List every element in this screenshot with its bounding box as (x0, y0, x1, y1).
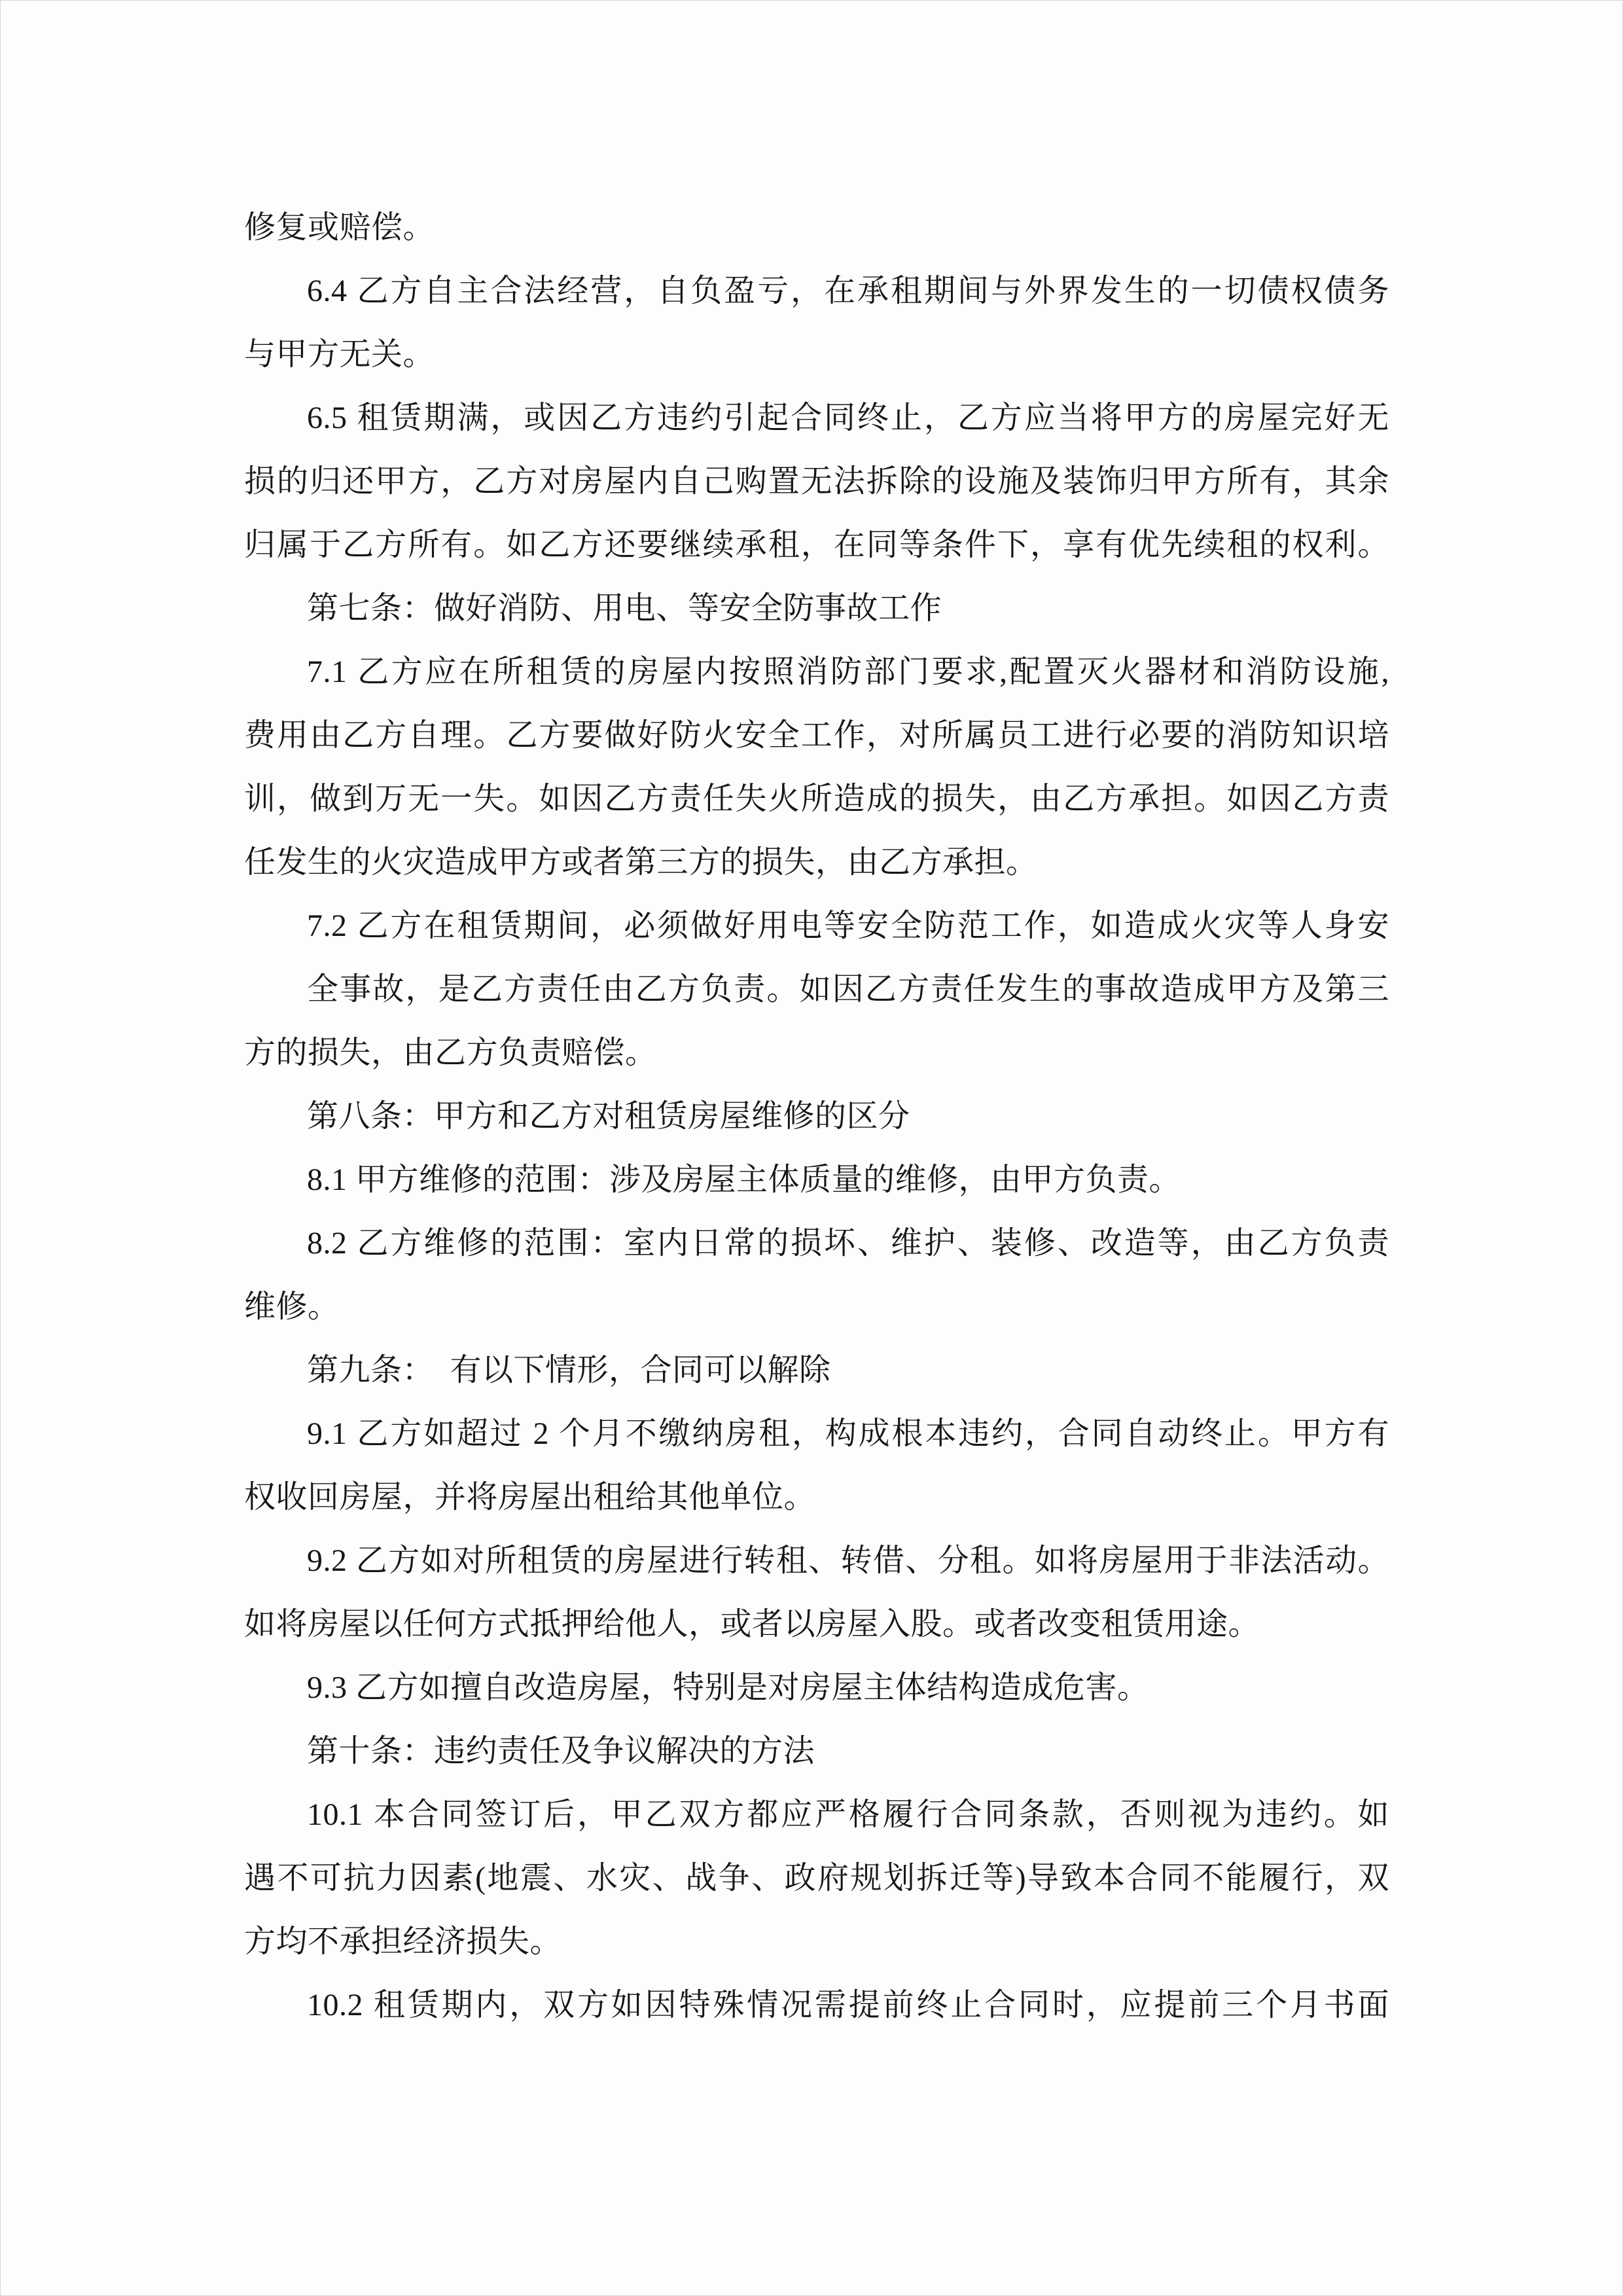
text-line: 费用由乙方自理。乙方要做好防火安全工作，对所属员工进行必要的消防知识培 (244, 718, 1389, 753)
text-line: 9.1 乙方如超过 2 个月不缴纳房租，构成根本违约，合同自动终止。甲方有 (307, 1416, 1389, 1451)
text-line: 维修。 (244, 1289, 340, 1324)
text-line: 如将房屋以任何方式抵押给他人，或者以房屋入股。或者改变租赁用途。 (244, 1607, 1260, 1641)
text-line: 7.2 乙方在租赁期间，必须做好用电等安全防范工作，如造成火灾等人身安 (307, 908, 1389, 943)
text-line: 8.1 甲方维修的范围：涉及房屋主体质量的维修，由甲方负责。 (307, 1162, 1181, 1197)
text-line: 第八条：甲方和乙方对租赁房屋维修的区分 (307, 1099, 910, 1134)
text-line: 9.3 乙方如擅自改造房屋，特别是对房屋主体结构造成危害。 (307, 1670, 1149, 1705)
text-line: 修复或赔偿。 (244, 210, 435, 245)
text-line: 10.2 租赁期内，双方如因特殊情况需提前终止合同时，应提前三个月书面 (307, 1988, 1389, 2022)
text-line: 损的归还甲方，乙方对房屋内自己购置无法拆除的设施及装饰归甲方所有，其余 (244, 464, 1389, 499)
text-line: 训，做到万无一失。如因乙方责任失火所造成的损失，由乙方承担。如因乙方责 (244, 781, 1389, 816)
text-line: 遇不可抗力因素(地震、水灾、战争、政府规划拆迁等)导致本合同不能履行，双 (244, 1861, 1389, 1895)
text-line: 6.4 乙方自主合法经营，自负盈亏，在承租期间与外界发生的一切债权债务 (307, 274, 1389, 308)
text-line: 与甲方无关。 (244, 337, 435, 372)
text-line: 9.2 乙方如对所租赁的房屋进行转租、转借、分租。如将房屋用于非法活动。 (307, 1543, 1389, 1578)
text-line: 第九条： 有以下情形，合同可以解除 (307, 1353, 831, 1388)
text-line: 7.1 乙方应在所租赁的房屋内按照消防部门要求,配置灭火器材和消防设施, (307, 655, 1389, 689)
text-line: 6.5 租赁期满，或因乙方违约引起合同终止，乙方应当将甲方的房屋完好无 (307, 401, 1389, 435)
text-line: 全事故，是乙方责任由乙方负责。如因乙方责任发生的事故造成甲方及第三 (307, 972, 1389, 1007)
text-line: 方的损失，由乙方负责赔偿。 (244, 1035, 657, 1070)
text-line: 8.2 乙方维修的范围：室内日常的损坏、维护、装修、改造等，由乙方负责 (307, 1226, 1389, 1261)
text-line: 第七条：做好消防、用电、等安全防事故工作 (307, 591, 942, 626)
text-line: 归属于乙方所有。如乙方还要继续承租，在同等条件下，享有优先续租的权利。 (244, 528, 1389, 562)
document-body (244, 196, 1389, 2037)
text-line: 10.1 本合同签订后，甲乙双方都应严格履行合同条款，否则视为违约。如 (307, 1797, 1389, 1832)
text-line: 第十条：违约责任及争议解决的方法 (307, 1734, 815, 1768)
text-line: 权收回房屋，并将房屋出租给其他单位。 (244, 1480, 816, 1515)
text-line: 任发生的火灾造成甲方或者第三方的损失，由乙方承担。 (244, 845, 1038, 880)
text-line: 方均不承担经济损失。 (244, 1924, 562, 1959)
